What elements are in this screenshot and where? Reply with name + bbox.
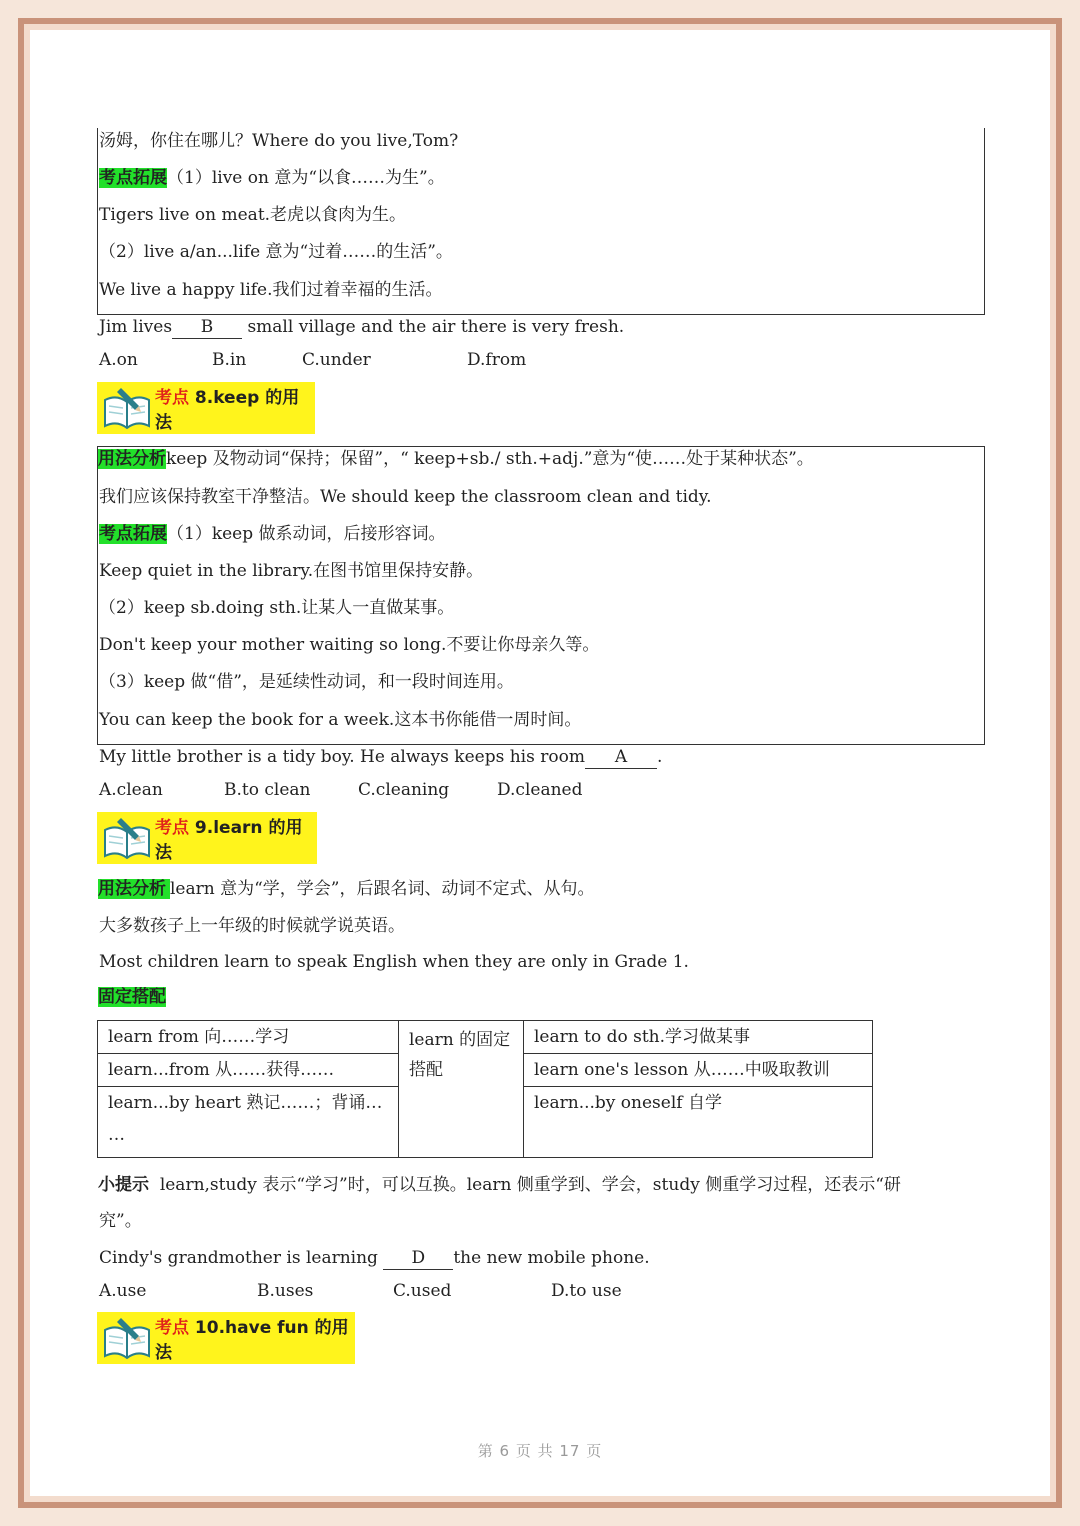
box7-line-3: Tigers live on meat.老虎以食肉为生。 xyxy=(99,205,407,225)
table-middle-line-2: 搭配 xyxy=(409,1060,443,1080)
question8-answer: A xyxy=(585,746,657,769)
section9-banner xyxy=(97,812,317,864)
section9-fixed-tag xyxy=(98,986,166,1008)
question9-tail: the new mobile phone. xyxy=(453,1248,650,1268)
box8-line-7: You can keep the book for a week.这本书你能借一周时间。 xyxy=(99,710,582,730)
question7-answer: B xyxy=(172,316,242,339)
box8-line-1: 我们应该保持教室干净整洁。We should keep the classroom clean and tidy. xyxy=(99,487,712,507)
box7-line-2 xyxy=(99,167,445,189)
q9-option-c: C.used xyxy=(393,1281,452,1301)
tip-line-1 xyxy=(98,1174,901,1196)
box8-line-2-text: （1）keep 做系动词，后接形容词。 xyxy=(167,524,446,544)
table-cell: learn from 向……学习 xyxy=(98,1021,399,1054)
tag-fixed: 固定搭配 xyxy=(98,987,166,1007)
q8-option-c: C.cleaning xyxy=(358,780,450,800)
table-middle-line-1: learn 的固定 xyxy=(409,1030,511,1050)
question8-tail: . xyxy=(656,747,663,767)
box7-line-5: We live a happy life.我们过着幸福的生活。 xyxy=(99,280,443,300)
question9-stem: Cindy's grandmother is learning xyxy=(99,1248,378,1268)
section10-banner xyxy=(97,1312,355,1364)
question9-answer: D xyxy=(383,1247,453,1270)
box7-line-4: （2）live a/an...life 意为“过着……的生活”。 xyxy=(99,242,453,262)
table-cell-middle xyxy=(399,1021,524,1158)
book-pencil-icon xyxy=(99,384,155,432)
book-pencil-icon xyxy=(99,814,155,862)
q7-option-b: B.in xyxy=(212,350,247,370)
box8-analysis-text: keep 及物动词“保持；保留”，“ keep+sb./ sth.+adj.”意为“使……处于某种状态”。 xyxy=(166,449,814,469)
collocation-table xyxy=(97,1020,873,1158)
tip-label: 小提示 xyxy=(98,1175,149,1195)
box8-line-3: Keep quiet in the library.在图书馆里保持安静。 xyxy=(99,561,484,581)
box7-line-1: 汤姆，你住在哪儿？Where do you live,Tom? xyxy=(99,131,459,151)
question9 xyxy=(99,1247,650,1270)
tip-line-2: 究”。 xyxy=(99,1211,142,1231)
box8-line-4: （2）keep sb.doing sth.让某人一直做某事。 xyxy=(99,598,455,618)
q8-option-d: D.cleaned xyxy=(497,780,583,800)
q7-option-c: C.under xyxy=(302,350,371,370)
table-cell xyxy=(98,1087,399,1158)
q8-option-a: A.clean xyxy=(99,780,163,800)
section9-analysis xyxy=(98,878,595,900)
box7-line-2-text: （1）live on 意为“以食……为生”。 xyxy=(167,168,445,188)
book-pencil-icon xyxy=(99,1314,155,1362)
question7-stem: Jim lives xyxy=(99,317,173,337)
box8-line-6: （3）keep 做“借”，是延续性动词，和一段时间连用。 xyxy=(99,672,514,692)
question7 xyxy=(99,316,624,339)
q7-option-a: A.on xyxy=(99,350,138,370)
table-cell: learn one's lesson 从……中吸取教训 xyxy=(524,1054,873,1087)
box8-line-2 xyxy=(99,523,446,545)
table-left-line-4: … xyxy=(108,1125,125,1145)
section10-title: 考点 10.have fun 的用法 xyxy=(155,1318,349,1363)
section9-analysis-text: learn 意为“学，学会”，后跟名词、动词不定式、从句。 xyxy=(170,879,595,899)
box8-line-5: Don't keep your mother waiting so long.不要让你母亲久等。 xyxy=(99,635,600,655)
question8-stem: My little brother is a tidy boy. He always keeps his room xyxy=(99,747,585,767)
question7-tail: small village and the air there is very fresh. xyxy=(247,317,625,337)
table-cell: learn...by oneself 自学 xyxy=(524,1087,873,1158)
section9-title: 考点 9.learn 的用法 xyxy=(155,818,303,863)
tag-extend: 考点拓展 xyxy=(99,524,167,544)
q7-option-d: D.from xyxy=(467,350,527,370)
table-cell: learn to do sth.学习做某事 xyxy=(524,1021,873,1054)
tag-extend: 考点拓展 xyxy=(99,168,167,188)
q9-option-d: D.to use xyxy=(551,1281,622,1301)
q9-option-b: B.uses xyxy=(257,1281,314,1301)
section8-title: 考点 8.keep 的用法 xyxy=(155,388,300,433)
question8 xyxy=(99,746,662,769)
table-cell: learn...from 从……获得…… xyxy=(98,1054,399,1087)
q9-option-a: A.use xyxy=(99,1281,147,1301)
tip-text: learn,study 表示“学习”时，可以互换。learn 侧重学到、学会，study 侧重学习过程，还表示“研 xyxy=(159,1175,901,1195)
tag-analysis: 用法分析 xyxy=(98,879,170,899)
section9-line-2: Most children learn to speak English when they are only in Grade 1. xyxy=(99,952,689,972)
box8-analysis xyxy=(98,448,814,470)
tag-analysis: 用法分析 xyxy=(98,449,166,469)
q8-option-b: B.to clean xyxy=(224,780,311,800)
section9-line-1: 大多数孩子上一年级的时候就学说英语。 xyxy=(99,916,405,936)
table-left-line-3: learn...by heart 熟记……；背诵… xyxy=(108,1093,383,1113)
page-footer: 第 6 页 共 17 页 xyxy=(477,1442,603,1460)
section8-banner xyxy=(97,382,315,434)
